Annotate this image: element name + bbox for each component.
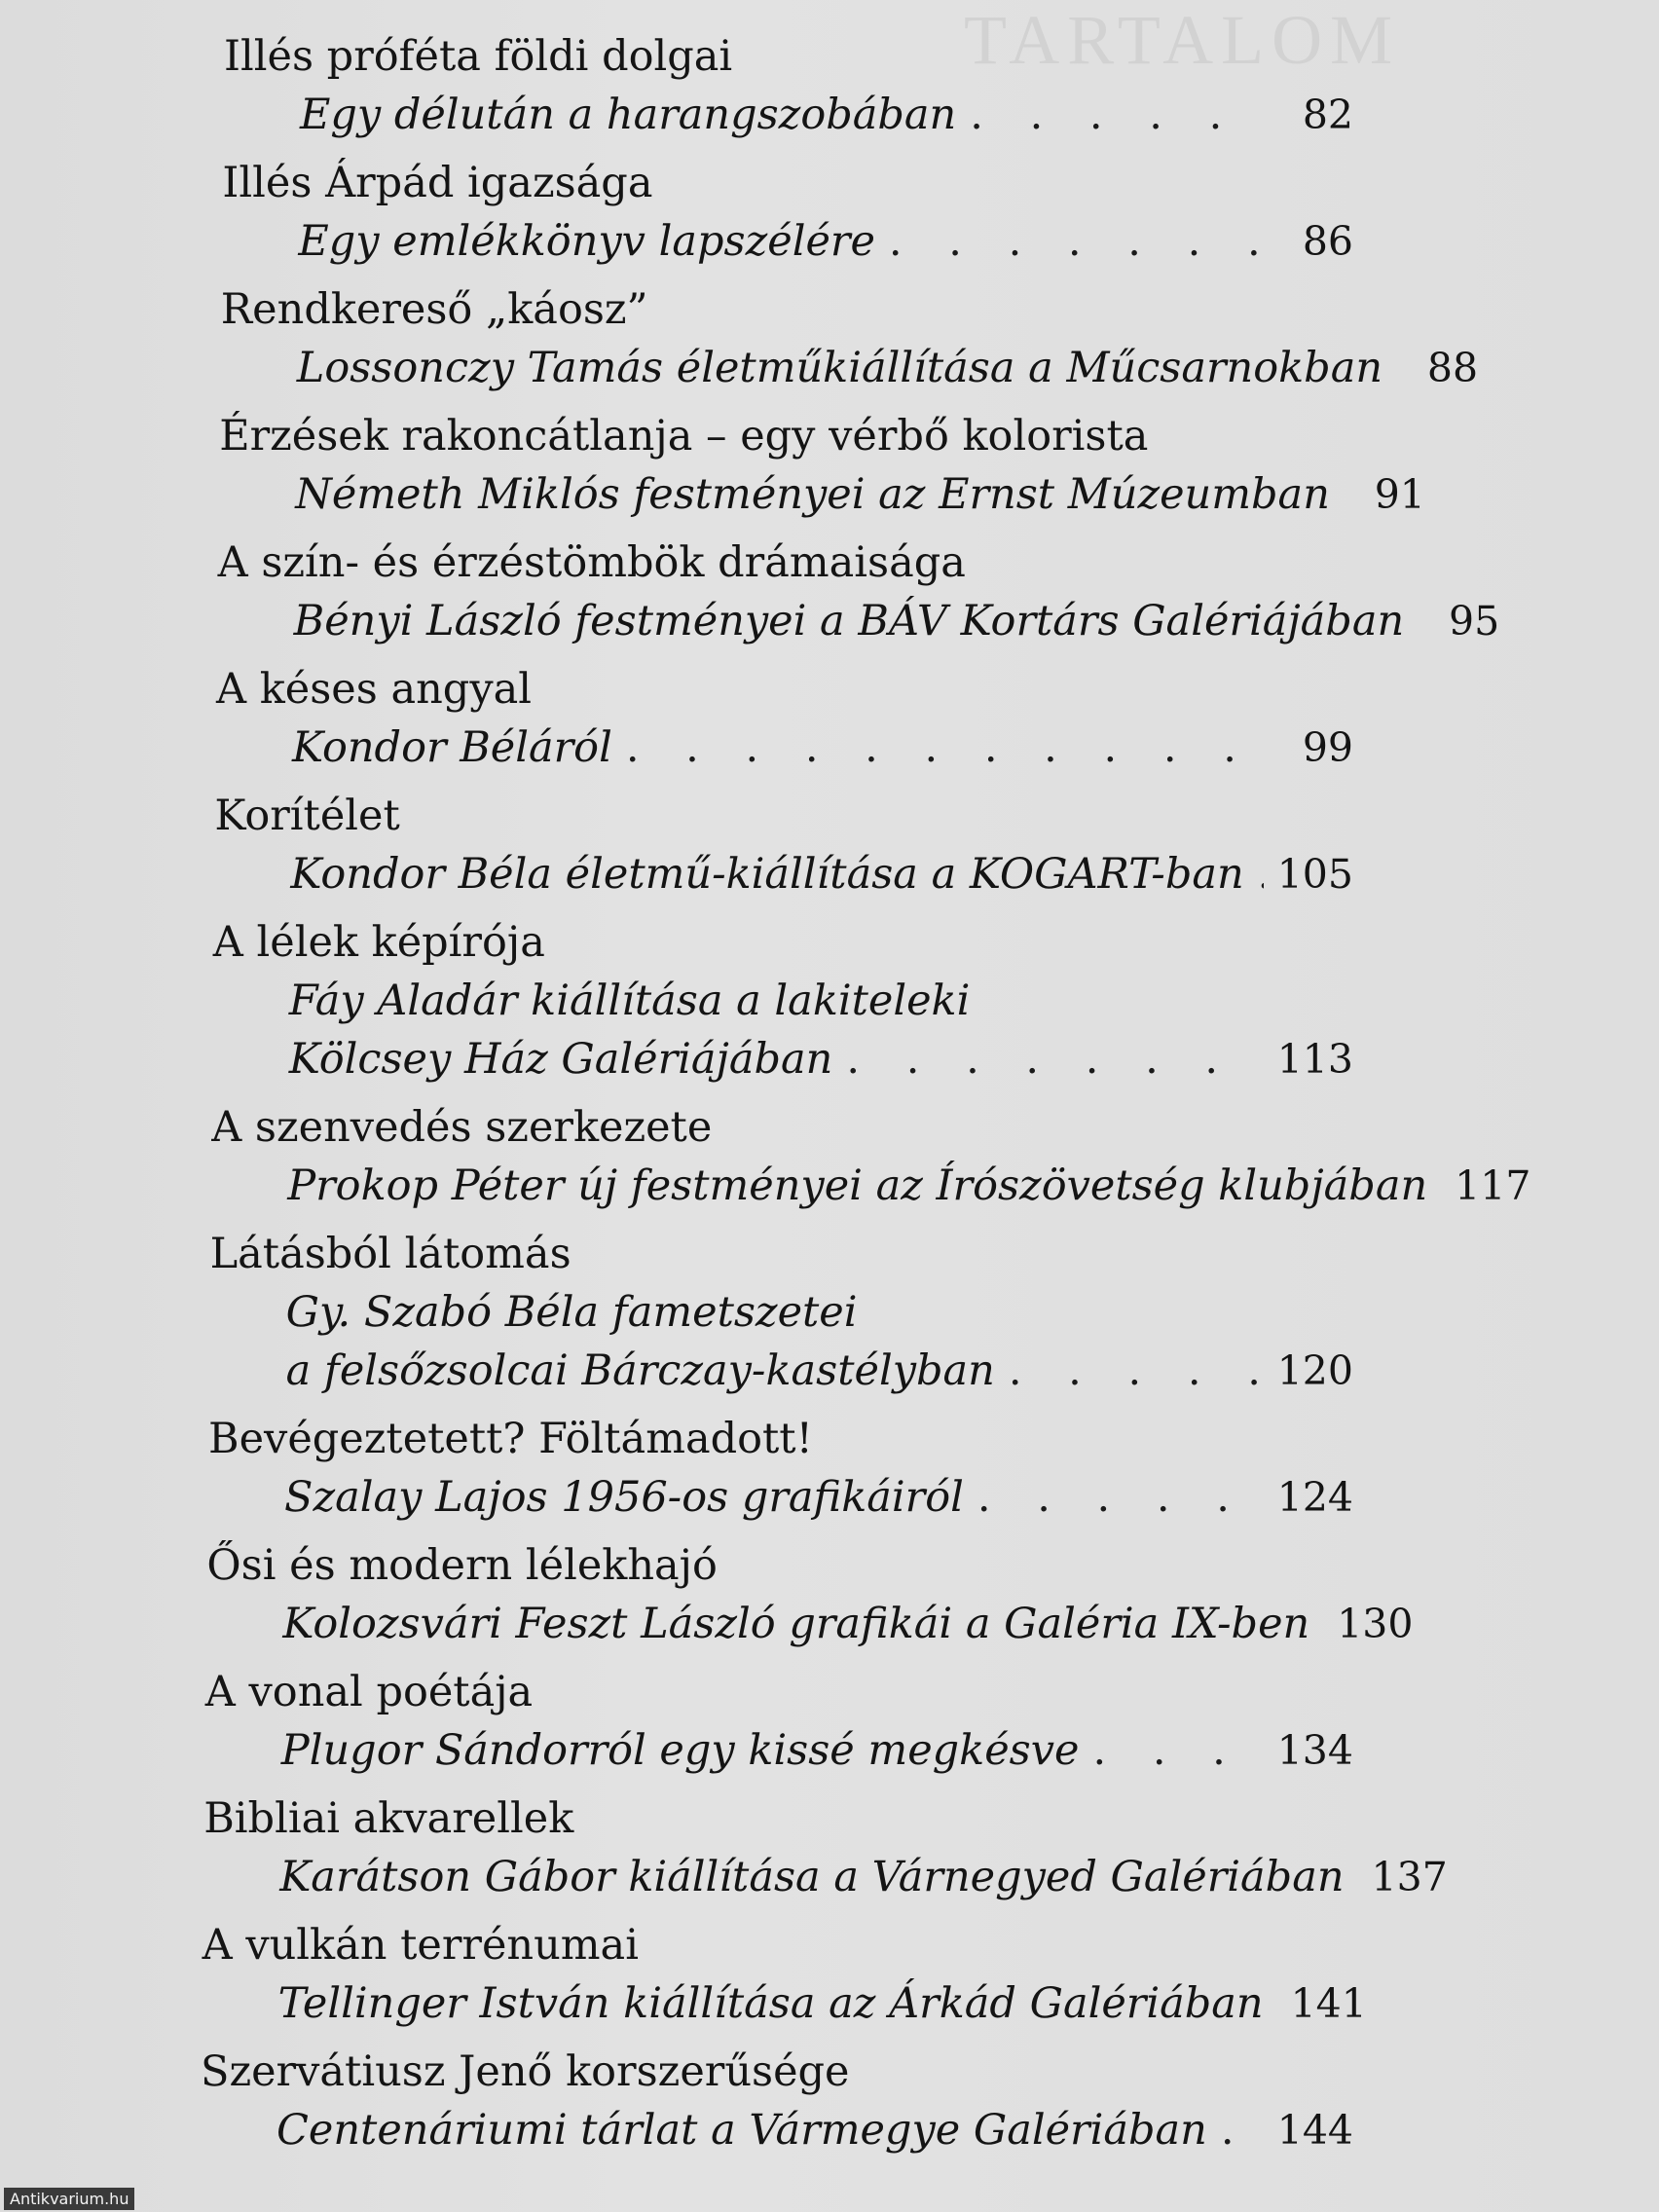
entry-subtitle: Lossonczy Tamás életműkiállítása a Műcsarnokban (296, 344, 1383, 392)
entry-subtitle-row (206, 1595, 1414, 1653)
entry-page-number: 120 (1276, 1347, 1353, 1394)
entry-page-number: 117 (1455, 1162, 1531, 1209)
entry-title: Érzések rakoncátlanja – egy vérbő kolorista (219, 412, 1149, 461)
toc-entry (224, 27, 1353, 144)
entry-subtitle: Karátson Gábor kiállítása a Várnegyed Galériában (279, 1853, 1345, 1901)
dot-leader (1221, 2101, 1264, 2159)
entry-subtitle-row (210, 1342, 1353, 1400)
entry-subtitle: Prokop Péter új festményei az Írószövetség klubjában (287, 1161, 1428, 1210)
entry-title: Korítélet (214, 792, 400, 840)
entry-page-number: 137 (1371, 1854, 1448, 1900)
entry-subtitle-row (222, 212, 1353, 271)
watermark-label: Antikvarium.hu (4, 2188, 134, 2210)
entry-page-number: 141 (1290, 1980, 1367, 2027)
entry-subtitle-row (205, 1721, 1353, 1780)
dot-leader (846, 1030, 1263, 1088)
dot-leader (970, 86, 1272, 144)
toc-entry (205, 1663, 1353, 1780)
toc-entry (216, 660, 1353, 777)
entry-subtitle: Bényi László festményei a BÁV Kortárs Galériájában (293, 597, 1405, 645)
toc-entry (220, 280, 1479, 397)
entry-subtitle: Egy délután a harangszobában (300, 91, 957, 139)
entry-page-number: 82 (1302, 92, 1353, 138)
entry-page-number: 86 (1302, 218, 1353, 265)
entry-title: A vonal poétája (204, 1668, 534, 1716)
entry-page-number: 144 (1276, 2107, 1353, 2154)
entry-subtitle: Kölcsey Ház Galériájában (288, 1035, 833, 1084)
entry-subtitle: Kondor Béláról (292, 723, 612, 772)
show-through-heading: TARTALOM (964, 1, 1401, 79)
dot-leader (977, 1468, 1264, 1527)
entry-subtitle-row (214, 845, 1353, 903)
entry-title: Illés próféta földi dolgai (224, 32, 733, 81)
toc-entry (222, 154, 1353, 271)
entry-subtitle: Kolozsvári Feszt László grafikái a Galéria IX-ben (282, 1600, 1310, 1648)
entry-subtitle-row (203, 1848, 1448, 1906)
entry-subtitle: Egy emlékkönyv lapszélére (298, 217, 875, 266)
entry-subtitle-row (218, 592, 1500, 650)
entry-title: A vulkán terrénumai (202, 1921, 639, 1970)
entry-subtitle-row (203, 1974, 1367, 2033)
entry-subtitle: Plugor Sándorról egy kissé megkésve (280, 1726, 1080, 1775)
entry-page-number: 113 (1276, 1036, 1353, 1083)
dot-leader (1009, 1342, 1264, 1400)
toc-entry (202, 1916, 1367, 2033)
dot-leader (889, 212, 1272, 271)
entry-title: Szervátiusz Jenő korszerűsége (201, 2047, 850, 2096)
entry-page-number: 134 (1276, 1727, 1353, 1774)
toc-entry (213, 913, 1353, 1088)
entry-title: A késes angyal (216, 665, 533, 714)
entry-title: A szenvedés szerkezete (211, 1103, 713, 1152)
entry-title: A lélek képírója (212, 918, 545, 967)
entry-subtitle: Kondor Béla életmű-kiállítása a KOGART-ban (290, 850, 1244, 899)
toc-entry (219, 407, 1425, 524)
dot-leader (626, 719, 1272, 777)
entry-subtitle-row (208, 1468, 1353, 1527)
entry-title: Rendkereső „káosz” (220, 285, 648, 334)
entry-subtitle: Centenáriumi tárlat a Vármegye Galériában (276, 2106, 1207, 2155)
toc-entry (211, 1098, 1531, 1215)
toc-entry (203, 1789, 1448, 1906)
entry-page-number: 88 (1426, 345, 1479, 391)
toc-entry (208, 1410, 1353, 1527)
entry-subtitle: Tellinger István kiállítása az Árkád Galériában (277, 1979, 1264, 2028)
toc-entry (201, 2043, 1353, 2159)
entry-page-number: 91 (1374, 471, 1425, 518)
entry-subtitle-row (213, 1030, 1353, 1088)
entry-page-number: 124 (1276, 1474, 1353, 1521)
entry-title: Bevégeztetett? Föltámadott! (208, 1415, 813, 1463)
entry-subtitle-row (224, 86, 1353, 144)
dot-leader (1258, 845, 1264, 903)
entry-subtitle: Fáy Aladár kiállítása a lakiteleki (288, 977, 971, 1025)
entry-page-number: 105 (1276, 851, 1353, 898)
entry-subtitle: Szalay Lajos 1956-os grafikáiról (284, 1473, 964, 1522)
entry-subtitle-row (211, 1157, 1531, 1215)
entry-subtitle: Gy. Szabó Béla fametszetei (285, 1288, 858, 1337)
dot-leader (1092, 1721, 1263, 1780)
toc-entry (214, 787, 1353, 903)
entry-title: A szín- és érzéstömbök drámaisága (217, 538, 966, 587)
entry-page-number: 99 (1302, 724, 1353, 771)
toc-entry (217, 534, 1500, 650)
toc-entry (210, 1225, 1353, 1400)
entry-page-number: 95 (1449, 598, 1500, 645)
entry-page-number: 130 (1337, 1601, 1414, 1647)
toc-entry (206, 1536, 1414, 1653)
entry-subtitle-row (216, 719, 1353, 777)
entry-subtitle-row (219, 465, 1425, 524)
entry-subtitle-row (221, 339, 1479, 397)
entry-title: Bibliai akvarellek (203, 1794, 574, 1843)
entry-title: Látásból látomás (209, 1230, 571, 1278)
entry-title: Ősi és modern lélekhajó (206, 1541, 718, 1590)
entry-subtitle-row (201, 2101, 1353, 2159)
entry-title: Illés Árpád igazsága (222, 159, 653, 207)
entry-subtitle: a felsőzsolcai Bárczay-kastélyban (285, 1346, 995, 1395)
entry-subtitle: Németh Miklós festményei az Ernst Múzeumban (295, 470, 1330, 519)
